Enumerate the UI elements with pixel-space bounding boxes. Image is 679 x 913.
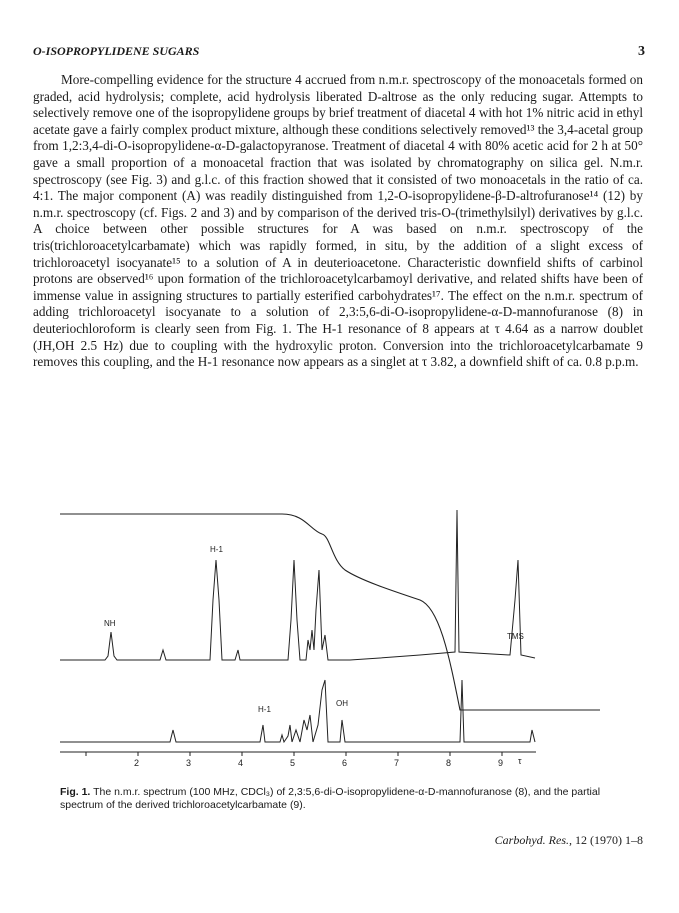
tick-label-tau: τ <box>518 756 522 766</box>
lower-spectrum-trace <box>60 680 535 742</box>
axis-ticks <box>86 752 502 756</box>
page-number: 3 <box>638 44 645 59</box>
tick-label-7: 7 <box>394 758 400 768</box>
tick-label-9: 9 <box>498 758 504 768</box>
figure-caption <box>60 786 640 812</box>
paragraph: More-compelling evidence for the structure 4 accrued from n.m.r. spectroscopy of the monoacetals formed on graded, acid hydrolysis; complete, acid hydrolysis liberated D-altrose as the only reducing sugar. Attempts to selectively remove one of the isopropylidene groups by brief treatment of diacetal 4 with hot 1% nitric acid in ethyl acetate gave a fairly complex product mixture, although these conditions selectively removed¹³ the 3,4-acetal group from 1,2:3,4-di-O-isopropylidene-α-D-galactopyranose. Treatment of diacetal 4 with 80% acetic acid for 2 h at 50° gave a small proportion of a monoacetal fraction that was isolated by chromatography on silica gel. N.m.r. spectroscopy (see Fig. 3) and g.l.c. of this fraction showed that it consisted of two monoacetals in the ratio of ca. 4:1. The major component (A) was readily distinguished from 1,2-O-isopropylidene-β-D-altrofuranose¹⁴ (12) by n.m.r. spectroscopy (cf. Figs. 2 and 3) and by comparison of the derived tris-O-(trimethylsilyl) derivatives by g.l.c. A choice between other possible structures for A was based on n.m.r. spectroscopy of the tris(trichloroacetylcarbamate) which was rapidly formed, in situ, by the addition of a slight excess of trichloroacetyl isocyanate¹⁵ to a solution of A in deuterioacetone. Characteristic downfield shifts of carbinol protons are observed¹⁶ upon formation of the trichloroacetylcarbamoyl derivative, and related shifts have been of immense value in assigning structures to partially esterified carbohydrates¹⁷. The effect on the n.m.r. spectrum of adding trichloroacetyl isocyanate to a solution of 2,3:5,6-di-O-isopropylidene-α-D-mannofuranose (8) in deuteriochloroform is clearly seen from Fig. 1. The H-1 resonance of 8 appears at τ 4.64 as a narrow doublet (JH,OH 2.5 Hz) due to coupling with the hydroxylic proton. Conversion into the trichloroacetylcarbamate 9 removes this coupling, and the H-1 resonance now appears as a singlet at τ 3.82, a downfield shift of ca. 0.8 p.p.m. <box>33 72 643 370</box>
body-text <box>33 72 643 371</box>
lower-h1-label: H-1 <box>258 705 271 714</box>
tick-label-3: 3 <box>186 758 192 768</box>
tick-label-5: 5 <box>290 758 296 768</box>
tick-label-8: 8 <box>446 758 452 768</box>
integral-trace <box>60 514 600 710</box>
tick-label-4: 4 <box>238 758 244 768</box>
page-footer <box>495 833 643 848</box>
tick-label-6: 6 <box>342 758 348 768</box>
upper-spectrum-trace <box>60 510 535 660</box>
caption-text: The n.m.r. spectrum (100 MHz, CDCl₃) of 2,3:5,6-di-O-isopropylidene-α-D-mannofuranose (8), and the partial spectrum of the derived trichloroacetylcarbamate (9). <box>60 786 601 811</box>
nh-label: NH <box>104 619 116 628</box>
tms-label: TMS <box>507 632 524 641</box>
upper-h1-label: H-1 <box>210 545 223 554</box>
running-head <box>33 44 645 60</box>
journal-name: Carbohyd. Res., <box>494 833 572 847</box>
journal-volume: 12 (1970) 1–8 <box>572 833 643 847</box>
nmr-figure <box>60 500 640 780</box>
nmr-spectrum-plot <box>60 500 640 780</box>
running-title: O-ISOPROPYLIDENE SUGARS <box>33 44 200 58</box>
tick-label-2: 2 <box>134 758 140 768</box>
figure-label: Fig. 1. <box>60 786 91 798</box>
oh-label: OH <box>336 699 348 708</box>
